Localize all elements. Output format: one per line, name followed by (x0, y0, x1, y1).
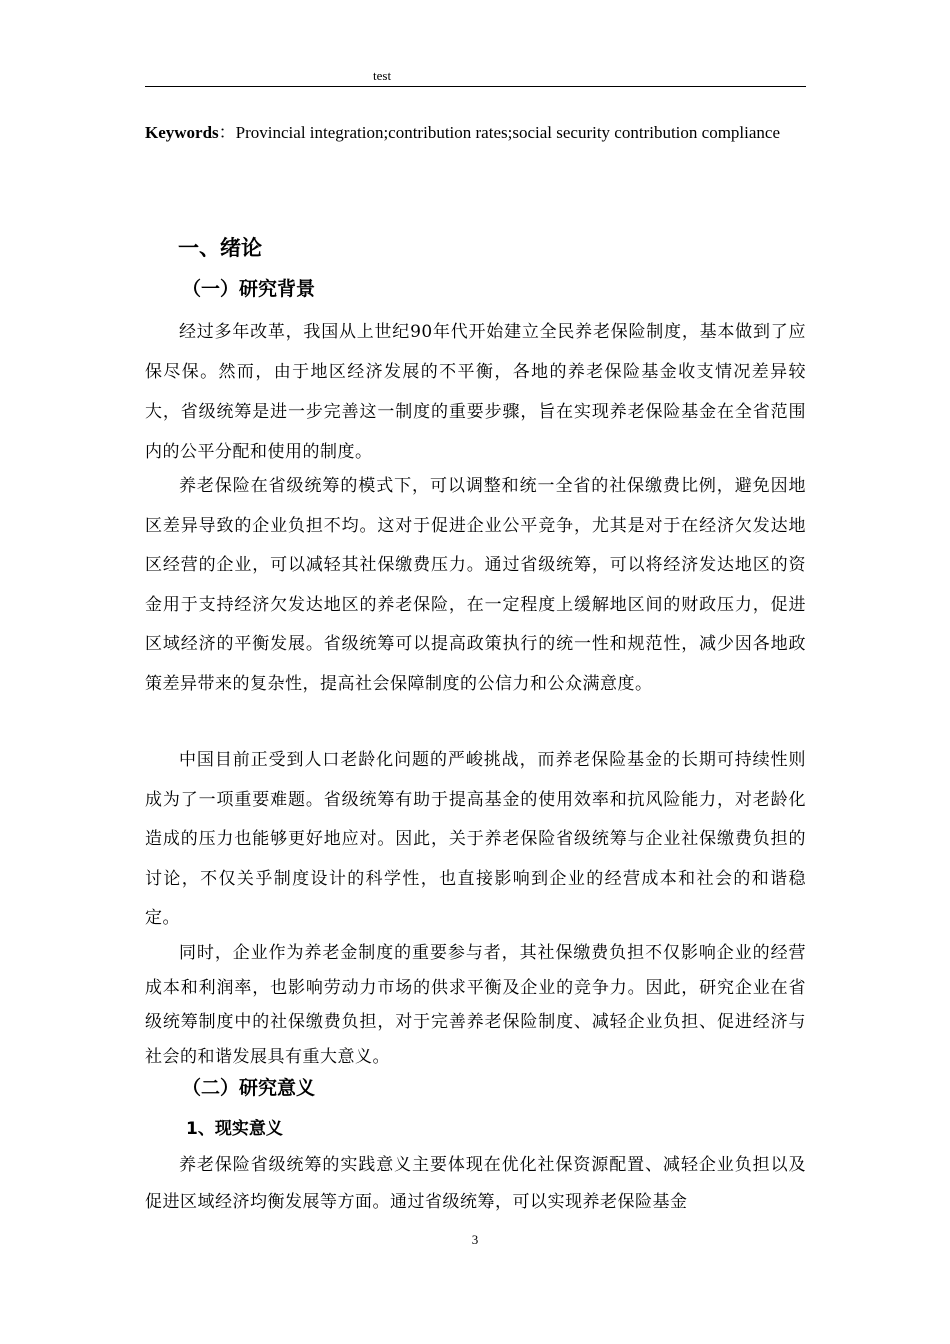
heading-research-background: （一）研究背景 (182, 278, 316, 300)
keywords-text: ：Provincial integration;contribution rates;social security contribution compliance (218, 123, 780, 142)
paragraph-3: 中国目前正受到人口老龄化问题的严峻挑战，而养老保险基金的长期可持续性则成为了一项重要难题。省级统筹有助于提高基金的使用效率和抗风险能力，对老龄化造成的压力也能够更好地应对。因此，关于养老保险省级统筹与企业社保缴费负担的讨论，不仅关乎制度设计的科学性，也直接影响到企业的经营成本和社会的和谐稳定。 (145, 750, 806, 928)
header-rule (145, 86, 806, 87)
keywords-label: Keywords (145, 123, 219, 142)
paragraph-2: 养老保险在省级统筹的模式下，可以调整和统一全省的社保缴费比例，避免因地区差异导致的企业负担不均。这对于促进企业公平竞争，尤其是对于在经济欠发达地区经营的企业，可以减轻其社保缴费压力。通过省级统筹，可以将经济发达地区的资金用于支持经济欠发达地区的养老保险，在一定程度上缓解地区间的财政压力，促进区域经济的平衡发展。省级统筹可以提高政策执行的统一性和规范性，减少因各地政策差异带来的复杂性，提高社会保障制度的公信力和公众满意度。 (145, 476, 806, 694)
paragraph-1: 经过多年改革，我国从上世纪90年代开始建立全民养老保险制度，基本做到了应保尽保。然而，由于地区经济发展的不平衡，各地的养老保险基金收支情况差异较大，省级统筹是进一步完善这一制度的重要步骤，旨在实现养老保险基金在全省范围内的公平分配和使用的制度。 (145, 322, 806, 462)
heading-research-significance: （二）研究意义 (182, 1077, 316, 1099)
page-number: 3 (471, 1232, 479, 1247)
header-text: test (373, 68, 392, 83)
heading-practical-significance: 1、现实意义 (186, 1119, 283, 1139)
heading-introduction: 一、绪论 (178, 236, 262, 260)
keywords-line (145, 113, 806, 152)
paragraph-5: 养老保险省级统筹的实践意义主要体现在优化社保资源配置、减轻企业负担以及促进区域经济均衡发展等方面。通过省级统筹，可以实现养老保险基金 (145, 1155, 806, 1212)
paragraph-4: 同时，企业作为养老金制度的重要参与者，其社保缴费负担不仅影响企业的经营成本和利润率，也影响劳动力市场的供求平衡及企业的竞争力。因此，研究企业在省级统筹制度中的社保缴费负担，对于完善养老保险制度、减轻企业负担、促进经济与社会的和谐发展具有重大意义。 (145, 943, 806, 1067)
